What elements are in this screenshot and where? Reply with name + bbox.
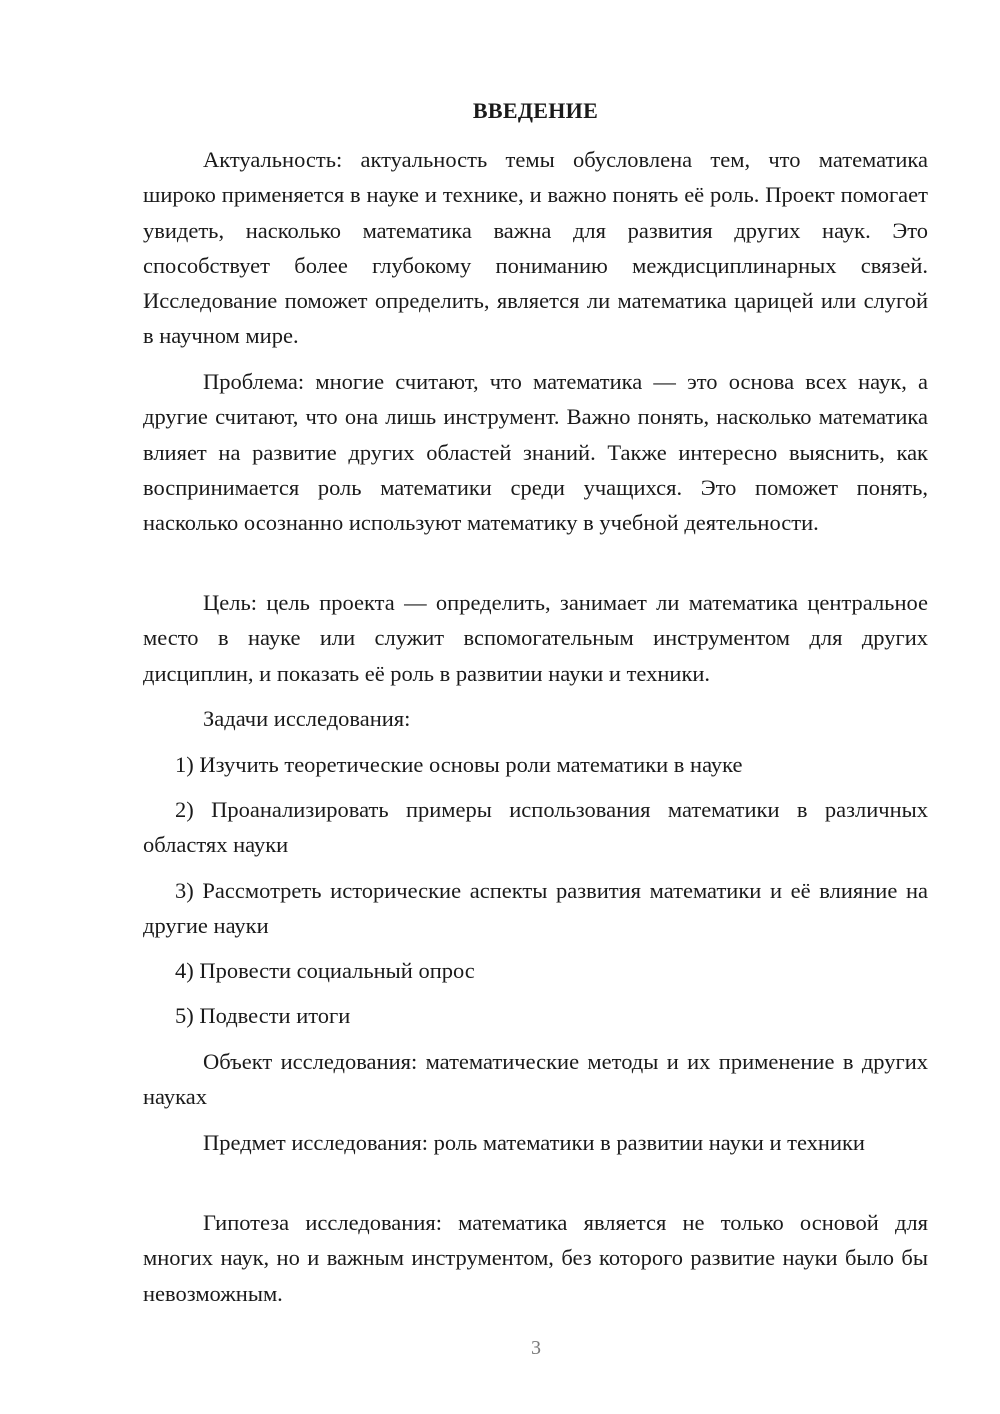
page-number: 3 — [531, 1337, 541, 1359]
paragraph-goal: Цель: цель проекта — определить, занимает ли математика центральное место в науке или служит вспомогательным инструментом для других дисциплин, и показать её роль в развитии науки и техники. — [143, 590, 928, 686]
paragraph-relevance: Актуальность: актуальность темы обусловлена тем, что математика широко применяется в науке и технике, и важно понять её роль. Проект помогает увидеть, насколько математика важна для развития других наук. Это способствует более глубокому пониманию междисциплинарных связей. Исследование поможет определить, является ли математика царицей или слугой в научном мире. — [143, 147, 928, 349]
tasks-heading: Задачи исследования: — [203, 706, 411, 731]
task-item-5: 5) Подвести итоги — [175, 1003, 351, 1028]
paragraph-subject: Предмет исследования: роль математики в развитии науки и техники — [203, 1130, 865, 1155]
page-title: ВВЕДЕНИЕ — [472, 98, 599, 123]
task-item-2: 2) Проанализировать примеры использования математики в различных областях науки — [143, 797, 928, 858]
task-item-3: 3) Рассмотреть исторические аспекты развития математики и её влияние на другие науки — [143, 878, 928, 939]
paragraph-object: Объект исследования: математические методы и их применение в других науках — [143, 1049, 928, 1110]
task-item-4: 4) Провести социальный опрос — [175, 958, 475, 983]
task-item-1: 1) Изучить теоретические основы роли математики в науке — [175, 752, 743, 777]
paragraph-hypothesis: Гипотеза исследования: математика является не только основой для многих наук, но и важным инструментом, без которого развитие науки было бы невозможным. — [143, 1210, 928, 1306]
paragraph-problem: Проблема: многие считают, что математика — это основа всех наук, а другие считают, что она лишь инструмент. Важно понять, насколько математика влияет на развитие других областей знаний. Также интересно выяснить, как воспринимается роль математики среди учащихся. Это поможет понять, насколько осознанно используют математику в учебной деятельности. — [143, 369, 928, 536]
